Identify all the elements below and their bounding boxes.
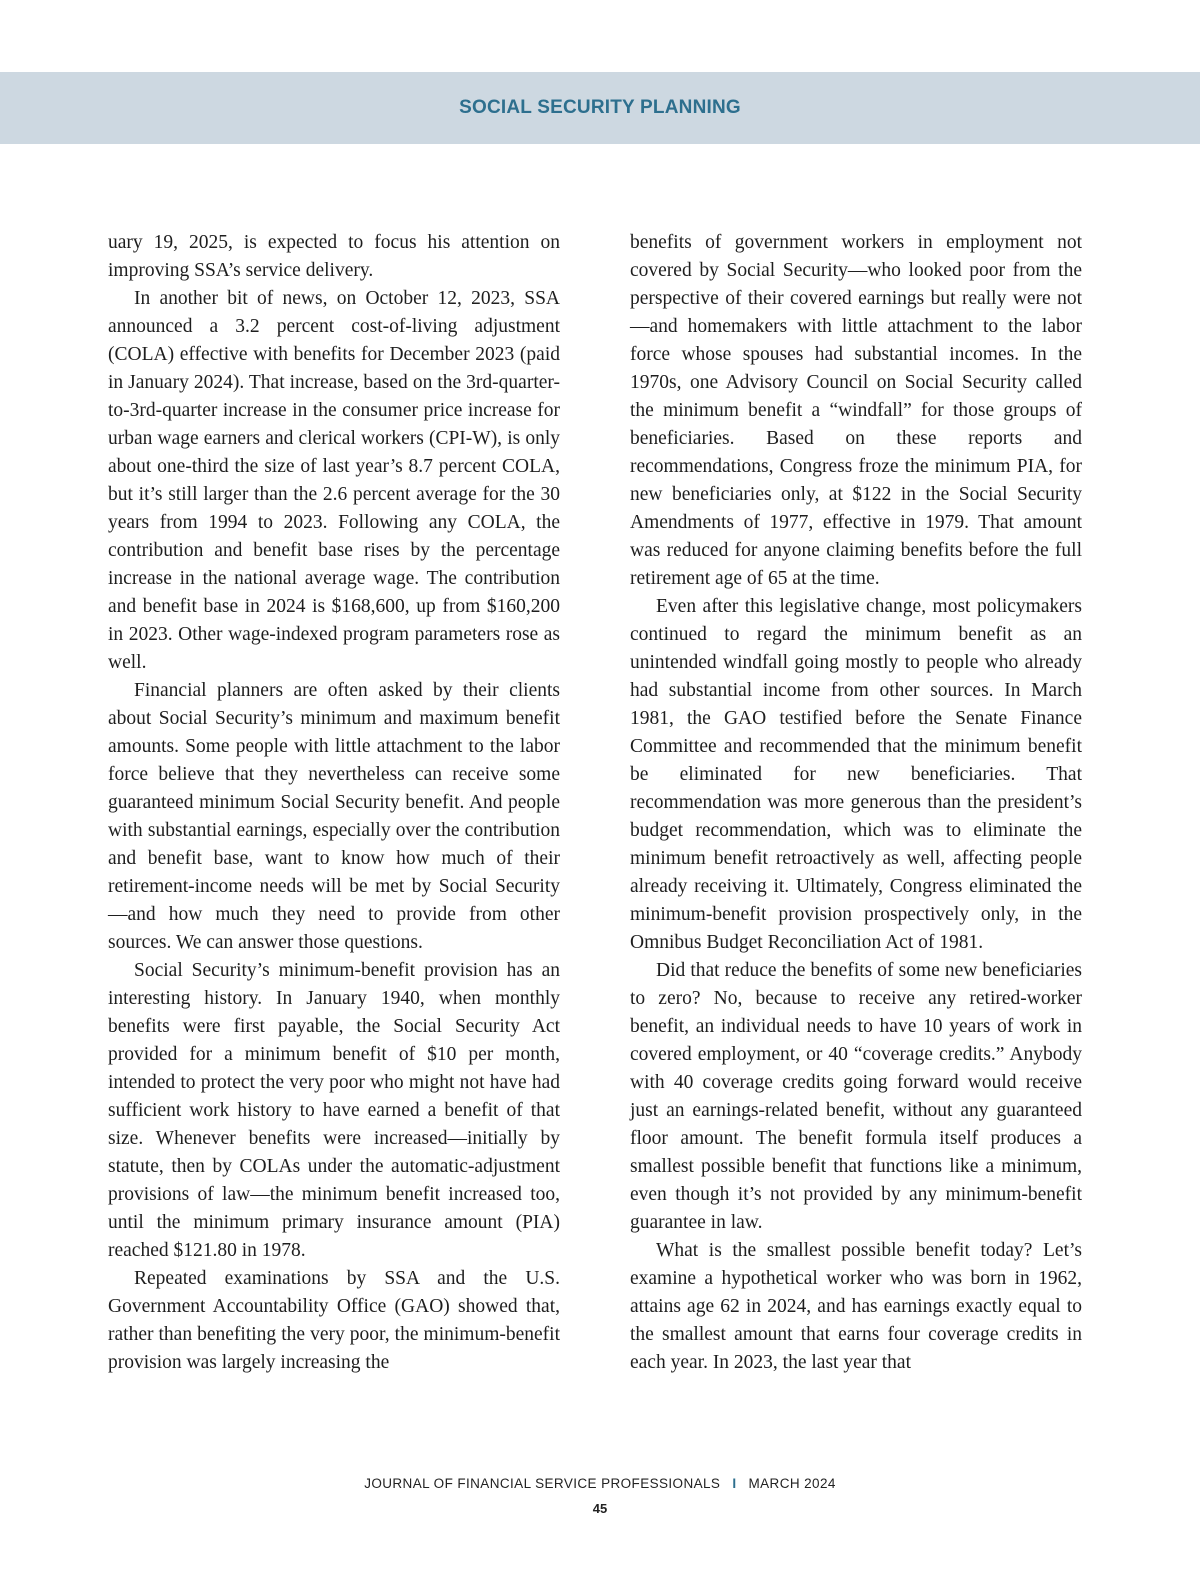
page-number: 45 (592, 1501, 608, 1516)
article-column-left (108, 229, 560, 1377)
paragraph: Even after this legislative change, most policymakers continued to regard the minimum benefit as an unintended windfall going mostly to people who already had substantial income from other sources. In March 1981, the GAO testified before the Senate Finance Committee and recommended that the minimum benefit be eliminated for new beneficiaries. That recommendation was more generous than the president’s budget recommendation, which was to eliminate the minimum benefit retroactively as well, affecting people already receiving it. Ultimately, Congress eliminated the minimum-benefit provision prospectively only, in the Omnibus Budget Reconciliation Act of 1981. (630, 596, 1082, 953)
issue-date: MARCH 2024 (748, 1476, 836, 1491)
paragraph: What is the smallest possible benefit today? Let’s examine a hypothetical worker who was born in 1962, attains age 62 in 2024, and has earnings exactly equal to the smallest amount that earns four coverage credits in each year. In 2023, the last year that (630, 1240, 1082, 1373)
footer-separator: I (732, 1476, 737, 1491)
section-title: SOCIAL SECURITY PLANNING (459, 97, 741, 118)
paragraph: Financial planners are often asked by their clients about Social Security’s minimum and maximum benefit amounts. Some people with little attachment to the labor force believe that they nevertheless can receive some guaranteed minimum Social Security benefit. And people with substantial earnings, especially over the contribution and benefit base, want to know how much of their retirement-income needs will be met by Social Security—and how much they need to provide from other sources. We can answer those questions. (108, 680, 560, 953)
paragraph: uary 19, 2025, is expected to focus his attention on improving SSA’s service delivery. (108, 232, 560, 281)
paragraph: In another bit of news, on October 12, 2023, SSA announced a 3.2 percent cost-of-living adjustment (COLA) effective with benefits for December 2023 (paid in January 2024). That increase, based on the 3rd-quarter-to-3rd-quarter increase in the consumer price increase for urban wage earners and clerical workers (CPI-W), is only about one-third the size of last year’s 8.7 percent COLA, but it’s still larger than the 2.6 percent average for the 30 years from 1994 to 2023. Following any COLA, the contribution and benefit base rises by the percentage increase in the national average wage. The contribution and benefit base in 2024 is $168,600, up from $160,200 in 2023. Other wage-indexed program parameters rose as well. (108, 288, 560, 673)
journal-name: JOURNAL OF FINANCIAL SERVICE PROFESSIONALS (364, 1476, 721, 1491)
paragraph: benefits of government workers in employment not covered by Social Security—who looked poor from the perspective of their covered earnings but really were not—and homemakers with little attachment to the labor force whose spouses had substantial incomes. In the 1970s, one Advisory Council on Social Security called the minimum benefit a “windfall” for those groups of beneficiaries. Based on these reports and recommendations, Congress froze the minimum PIA, for new beneficiaries only, at $122 in the Social Security Amendments of 1977, effective in 1979. That amount was reduced for anyone claiming benefits before the full retirement age of 65 at the time. (630, 232, 1082, 589)
paragraph: Repeated examinations by SSA and the U.S. Government Accountability Office (GAO) showed that, rather than benefiting the very poor, the minimum-benefit provision was largely increasing the (108, 1268, 560, 1373)
paragraph: Social Security’s minimum-benefit provision has an interesting history. In January 1940, when monthly benefits were first payable, the Social Security Act provided for a minimum benefit of $10 per month, intended to protect the very poor who might not have had sufficient work history to have earned a benefit of that size. Whenever benefits were increased—initially by statute, then by COLAs under the automatic-adjustment provisions of law—the minimum benefit increased too, until the minimum primary insurance amount (PIA) reached $121.80 in 1978. (108, 960, 560, 1261)
page-footer (0, 1476, 1200, 1491)
article-column-right (630, 229, 1082, 1377)
paragraph: Did that reduce the benefits of some new beneficiaries to zero? No, because to receive any retired-worker benefit, an individual needs to have 10 years of work in covered employment, or 40 “coverage credits.” Anybody with 40 coverage credits going forward would receive just an earnings-related benefit, without any guaranteed floor amount. The benefit formula itself produces a smallest possible benefit that functions like a minimum, even though it’s not provided by any minimum-benefit guarantee in law. (630, 960, 1082, 1233)
